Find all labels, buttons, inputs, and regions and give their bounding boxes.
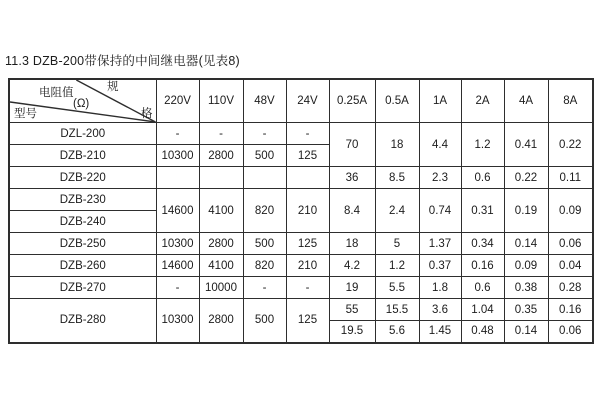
cell-current: 3.6 bbox=[419, 299, 461, 321]
cell-voltage: - bbox=[286, 277, 329, 299]
cell-current: 19.5 bbox=[329, 321, 375, 343]
cell-current: 0.16 bbox=[548, 299, 593, 321]
corner-model-label: 型号 bbox=[14, 107, 37, 120]
cell-current: 0.14 bbox=[504, 233, 548, 255]
cell-current: 18 bbox=[375, 123, 419, 167]
cell-voltage bbox=[156, 167, 199, 189]
cell-model: DZB-250 bbox=[9, 233, 156, 255]
column-header-4a: 4A bbox=[504, 79, 548, 123]
cell-voltage: 4100 bbox=[199, 189, 243, 233]
cell-current: 0.48 bbox=[461, 321, 504, 343]
cell-current: 36 bbox=[329, 167, 375, 189]
table-row-dzb-280 bbox=[9, 299, 593, 321]
corner-unit-label: (Ω) bbox=[73, 98, 90, 110]
cell-current: 0.22 bbox=[504, 167, 548, 189]
cell-current: 0.37 bbox=[419, 255, 461, 277]
cell-model: DZB-260 bbox=[9, 255, 156, 277]
cell-voltage: 10000 bbox=[199, 277, 243, 299]
cell-current: 0.41 bbox=[504, 123, 548, 167]
cell-voltage: 2800 bbox=[199, 145, 243, 167]
cell-current: 0.31 bbox=[461, 189, 504, 233]
cell-current: 1.2 bbox=[461, 123, 504, 167]
column-header-220v: 220V bbox=[156, 79, 199, 123]
cell-current: 1.45 bbox=[419, 321, 461, 343]
cell-current: 1.04 bbox=[461, 299, 504, 321]
cell-model: DZB-270 bbox=[9, 277, 156, 299]
cell-model: DZB-220 bbox=[9, 167, 156, 189]
cell-current: 4.4 bbox=[419, 123, 461, 167]
cell-voltage bbox=[243, 167, 286, 189]
cell-voltage: 500 bbox=[243, 145, 286, 167]
cell-current: 8.4 bbox=[329, 189, 375, 233]
cell-current: 0.06 bbox=[548, 233, 593, 255]
cell-model: DZB-280 bbox=[9, 299, 156, 343]
column-header-2a: 2A bbox=[461, 79, 504, 123]
cell-voltage: 2800 bbox=[199, 299, 243, 343]
cell-current: 0.34 bbox=[461, 233, 504, 255]
cell-voltage: 125 bbox=[286, 233, 329, 255]
cell-current: 0.6 bbox=[461, 277, 504, 299]
cell-current: 5.6 bbox=[375, 321, 419, 343]
diagonal-header bbox=[10, 80, 156, 122]
cell-voltage: 2800 bbox=[199, 233, 243, 255]
cell-model: DZL-200 bbox=[9, 123, 156, 145]
cell-current: 0.28 bbox=[548, 277, 593, 299]
cell-model: DZB-210 bbox=[9, 145, 156, 167]
cell-current: 0.35 bbox=[504, 299, 548, 321]
cell-voltage: 210 bbox=[286, 255, 329, 277]
column-header-0-5a: 0.5A bbox=[375, 79, 419, 123]
cell-voltage bbox=[286, 167, 329, 189]
cell-voltage: 210 bbox=[286, 189, 329, 233]
cell-current: 2.3 bbox=[419, 167, 461, 189]
cell-current: 0.19 bbox=[504, 189, 548, 233]
cell-current: 1.8 bbox=[419, 277, 461, 299]
cell-current: 8.5 bbox=[375, 167, 419, 189]
column-header-48v: 48V bbox=[243, 79, 286, 123]
cell-voltage: 500 bbox=[243, 233, 286, 255]
cell-current: 0.09 bbox=[504, 255, 548, 277]
cell-current: 0.04 bbox=[548, 255, 593, 277]
cell-voltage: 14600 bbox=[156, 255, 199, 277]
cell-voltage: 125 bbox=[286, 145, 329, 167]
cell-voltage: - bbox=[199, 123, 243, 145]
cell-current: 0.38 bbox=[504, 277, 548, 299]
cell-current: 15.5 bbox=[375, 299, 419, 321]
cell-current: 0.6 bbox=[461, 167, 504, 189]
cell-voltage: 10300 bbox=[156, 145, 199, 167]
cell-current: 5.5 bbox=[375, 277, 419, 299]
cell-current: 1.2 bbox=[375, 255, 419, 277]
cell-current: 2.4 bbox=[375, 189, 419, 233]
cell-voltage: 125 bbox=[286, 299, 329, 343]
cell-voltage: 10300 bbox=[156, 299, 199, 343]
cell-voltage: 10300 bbox=[156, 233, 199, 255]
cell-voltage: - bbox=[243, 277, 286, 299]
table-row-dzb-260 bbox=[9, 255, 593, 277]
cell-current: 0.22 bbox=[548, 123, 593, 167]
cell-current: 4.2 bbox=[329, 255, 375, 277]
table-row-dzb-270 bbox=[9, 277, 593, 299]
cell-current: 0.06 bbox=[548, 321, 593, 343]
cell-current: 19 bbox=[329, 277, 375, 299]
corner-spec-top-label: 规 bbox=[107, 81, 119, 93]
table-row-dzl-200 bbox=[9, 123, 593, 145]
corner-spec-bottom-label: 格 bbox=[141, 107, 153, 120]
cell-model: DZB-230 bbox=[9, 189, 156, 211]
cell-current: 0.09 bbox=[548, 189, 593, 233]
header-row bbox=[9, 79, 593, 123]
cell-voltage: - bbox=[156, 123, 199, 145]
cell-voltage: 820 bbox=[243, 189, 286, 233]
column-header-8a: 8A bbox=[548, 79, 593, 123]
cell-voltage: 4100 bbox=[199, 255, 243, 277]
relay-spec-table bbox=[8, 78, 594, 344]
cell-current: 0.16 bbox=[461, 255, 504, 277]
cell-current: 55 bbox=[329, 299, 375, 321]
column-header-1a: 1A bbox=[419, 79, 461, 123]
cell-current: 0.74 bbox=[419, 189, 461, 233]
table-row-dzb-220 bbox=[9, 167, 593, 189]
cell-voltage: - bbox=[243, 123, 286, 145]
cell-current: 5 bbox=[375, 233, 419, 255]
cell-voltage: - bbox=[156, 277, 199, 299]
column-header-0-25a: 0.25A bbox=[329, 79, 375, 123]
cell-voltage: 500 bbox=[243, 299, 286, 343]
table-row-dzb-250 bbox=[9, 233, 593, 255]
section-title: 11.3 DZB-200带保持的中间继电器(见表8) bbox=[5, 54, 240, 68]
cell-current: 18 bbox=[329, 233, 375, 255]
cell-current: 0.11 bbox=[548, 167, 593, 189]
header-corner-cell bbox=[9, 79, 156, 123]
column-header-24v: 24V bbox=[286, 79, 329, 123]
corner-resistance-label: 电阻值 bbox=[39, 87, 74, 99]
cell-voltage: 14600 bbox=[156, 189, 199, 233]
cell-current: 70 bbox=[329, 123, 375, 167]
cell-current: 0.14 bbox=[504, 321, 548, 343]
table-row-dzb-230 bbox=[9, 189, 593, 211]
cell-voltage: 820 bbox=[243, 255, 286, 277]
cell-current: 1.37 bbox=[419, 233, 461, 255]
cell-voltage bbox=[199, 167, 243, 189]
cell-voltage: - bbox=[286, 123, 329, 145]
cell-model: DZB-240 bbox=[9, 211, 156, 233]
column-header-110v: 110V bbox=[199, 79, 243, 123]
